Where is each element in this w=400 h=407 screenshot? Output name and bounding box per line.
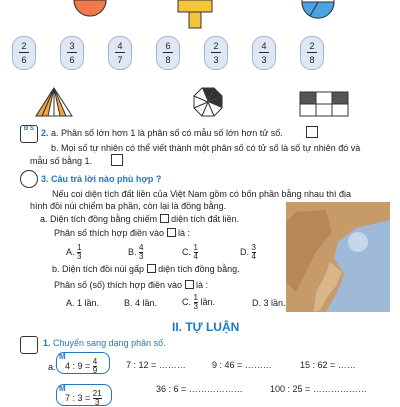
q3-a-post: diện tích đất liền.: [171, 214, 240, 224]
ask1-pre: Phân số thích hợp điền vào: [54, 228, 164, 238]
q2-b-text: b. Mọi số tự nhiên có thể viết thành một phân số có tử số là số tự nhiên đó và: [51, 143, 361, 153]
ex-num: 21: [92, 389, 102, 398]
q3-a-option-A[interactable]: [66, 244, 81, 261]
section-title: II. TỰ LUẬN: [172, 320, 240, 334]
q1-item-5[interactable]: 100 : 25 = ………………: [270, 384, 367, 394]
numerator: 6: [165, 41, 171, 51]
q3-a-option-D[interactable]: [240, 244, 256, 261]
example-box-b: [56, 384, 112, 406]
circle-shape-1: [74, 0, 106, 16]
q3-a-line: [40, 214, 239, 225]
example-box-a: [56, 352, 110, 374]
circle-shape-2: [302, 0, 334, 18]
numerator: 4: [117, 41, 123, 51]
q3-a-option-B[interactable]: [128, 244, 143, 261]
q3-title-line: [41, 174, 161, 185]
example-a-expr: 4 : 9 =: [65, 360, 91, 371]
blank-box: [167, 228, 176, 237]
opt-den: 3: [139, 252, 144, 261]
q3-ask2: [54, 280, 208, 291]
opt-den: 3: [193, 302, 198, 311]
q2-b-checkbox[interactable]: [111, 154, 123, 166]
pencil-icon: [20, 170, 38, 188]
q3-b-option-A[interactable]: A. 1 lần.: [66, 298, 100, 308]
q3-ask1: [54, 228, 190, 239]
write-icon: [20, 336, 38, 354]
q2-b-text-2: mẫu số bằng 1.: [30, 156, 93, 166]
numerator: 4: [261, 41, 267, 51]
numerator: 2: [213, 41, 219, 51]
q1-item-1[interactable]: 7 : 12 = ………: [126, 360, 186, 370]
q1-title: Chuyển sang dạng phân số.: [53, 338, 166, 348]
denominator: 8: [165, 55, 171, 65]
numerator: 2: [309, 41, 315, 51]
ex-den: 9: [92, 366, 98, 375]
blank-box: [160, 214, 169, 223]
option-letter: D.: [240, 246, 249, 257]
top-shapes: [0, 0, 400, 34]
option-suffix: lần.: [200, 296, 215, 307]
option-letter: C.: [182, 246, 191, 257]
q1-item-3[interactable]: 15 : 62 = ……: [300, 360, 356, 370]
example-a: [65, 358, 97, 375]
denominator: 6: [69, 55, 75, 65]
denominator: 6: [21, 55, 27, 65]
q2-number: 2.: [41, 128, 49, 138]
option-letter: C.: [182, 296, 191, 307]
q2-line-a: [41, 128, 283, 139]
fraction-pill-1: [12, 36, 36, 70]
opt-num: 1: [193, 243, 198, 252]
option-letter: B.: [128, 246, 137, 257]
denominator: 7: [117, 55, 123, 65]
q3-a-pre: a. Diện tích đồng bằng chiếm: [40, 214, 158, 224]
badge-text: Đ S: [23, 126, 34, 132]
opt-num: 3: [251, 243, 256, 252]
fraction-pill-2: [60, 36, 84, 70]
q3-paragraph-1: Nếu coi diện tích đất liền của Việt Nam gồm có bốn phần bằng nhau thì địa: [52, 189, 352, 199]
q3-b-option-C[interactable]: [182, 294, 215, 311]
vietnam-map-image: [286, 202, 390, 312]
q3-a-option-C[interactable]: [182, 244, 198, 261]
ex-den: 3: [93, 398, 102, 407]
q2-a-text: a. Phân số lớn hơn 1 là phân số có mẫu số lớn hơn tử số.: [51, 128, 283, 138]
q1-item-4[interactable]: 36 : 6 = ………………: [156, 384, 243, 394]
true-false-icon: [20, 125, 38, 143]
q3-b-post: diện tích đồng bằng.: [158, 264, 240, 274]
fraction-pill-5: [204, 36, 228, 70]
example-b: [65, 390, 102, 407]
q1-item-2[interactable]: 9 : 46 = ………: [212, 360, 272, 370]
octagon-shape: [194, 88, 222, 116]
q1-title-line: [43, 338, 166, 349]
opt-den: 3: [77, 252, 82, 261]
grid-shape: [300, 92, 348, 116]
ask1-post: là :: [178, 228, 191, 238]
q3-paragraph-2: hình đồi núi chiếm ba phần, còn lại là đồng bằng.: [30, 201, 227, 211]
opt-den: 4: [193, 252, 198, 261]
m-badge: M: [59, 352, 66, 361]
denominator: 8: [309, 55, 315, 65]
triangle-shape: [36, 88, 72, 116]
q1-a-label: a.: [48, 362, 56, 372]
ask2-pre: Phân số (số) thích hợp điền vào: [54, 280, 182, 290]
q2-a-checkbox[interactable]: [306, 126, 318, 138]
opt-num: 1: [77, 243, 82, 252]
fraction-pill-4: [156, 36, 180, 70]
example-b-expr: 7 : 3 =: [65, 392, 91, 403]
opt-num: 4: [139, 243, 144, 252]
option-letter: A.: [66, 246, 75, 257]
q3-b-line: [52, 264, 240, 275]
q3-b-option-D[interactable]: D. 3 lần.: [252, 298, 286, 308]
fraction-pill-6: [252, 36, 276, 70]
shape-row-2: [0, 84, 400, 120]
q1-number: 1.: [43, 338, 51, 348]
m-badge: M: [59, 384, 66, 393]
q3-b-option-B[interactable]: B. 4 lần.: [124, 298, 158, 308]
q3-b-pre: b. Diện tích đồi núi gấp: [52, 264, 145, 274]
blank-box: [147, 264, 156, 273]
opt-num: 1: [193, 293, 198, 302]
fraction-pill-3: [108, 36, 132, 70]
denominator: 3: [261, 55, 267, 65]
denominator: 3: [213, 55, 219, 65]
fraction-pill-7: [300, 36, 324, 70]
q3-number: 3.: [41, 174, 49, 184]
ask2-post: là :: [196, 280, 209, 290]
ex-num: 4: [92, 357, 98, 366]
numerator: 3: [69, 41, 75, 51]
blank-box: [185, 280, 194, 289]
q3-title: Câu trả lời nào phù hợp ?: [51, 174, 162, 184]
numerator: 2: [21, 41, 27, 51]
opt-den: 4: [251, 252, 256, 261]
t-shape: [178, 0, 212, 28]
